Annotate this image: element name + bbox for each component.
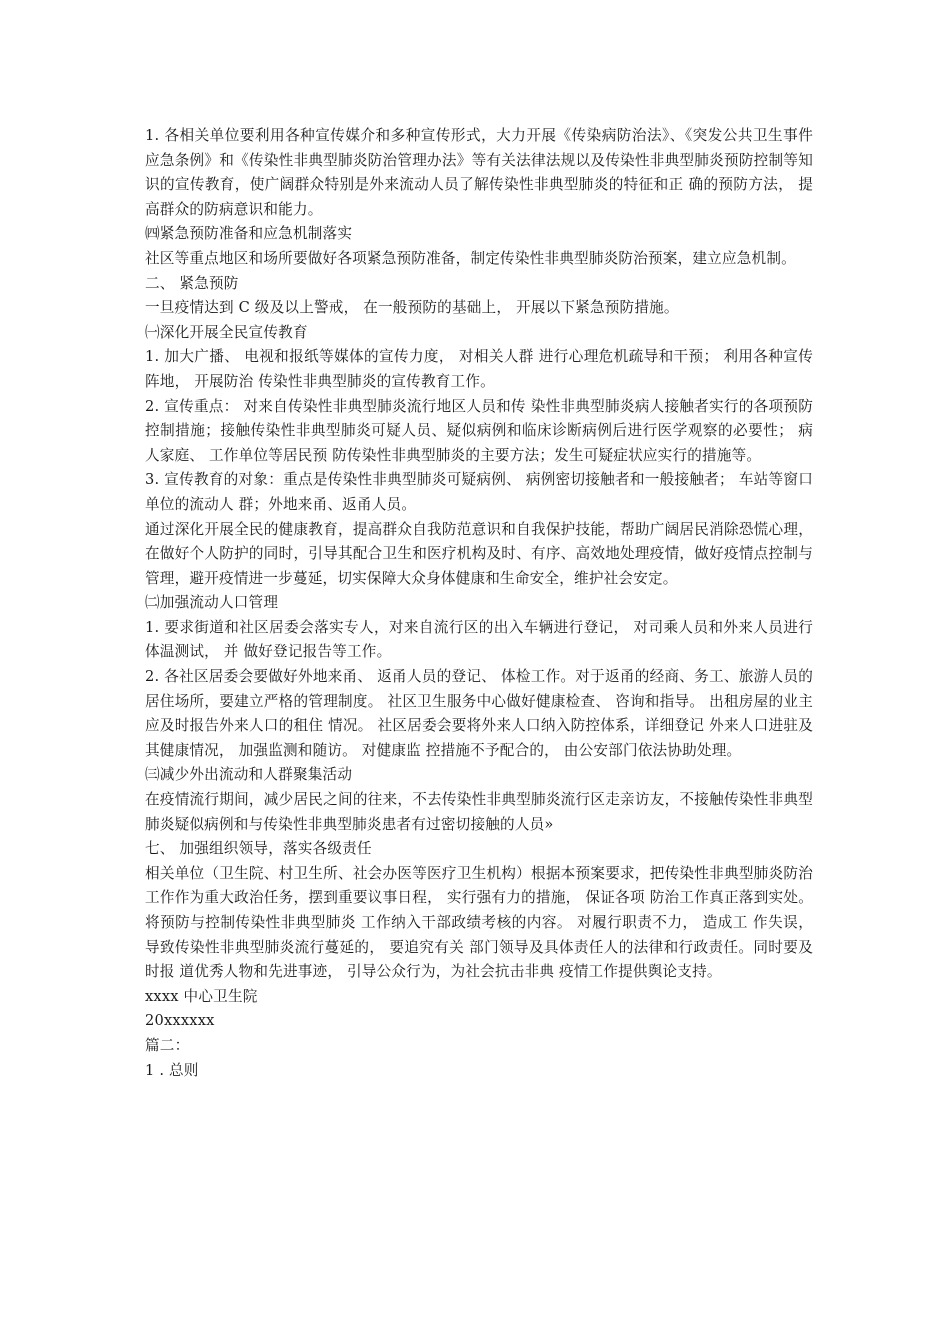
heading-emergency-preparation: ㈣紧急预防准备和应急机制落实 bbox=[145, 225, 353, 243]
paragraph-community-preparation: 社区等重点地区和场所要做好各项紧急预防准备，制定传染性非典型肺炎防治预案，建立应急机制。 bbox=[145, 249, 796, 267]
heading-leadership: 七、 加强组织领导，落实各级责任 bbox=[145, 840, 372, 858]
section-label-part-two: 篇二： bbox=[145, 1036, 190, 1054]
heading-reduce-gatherings: ㈢减少外出流动和人群聚集活动 bbox=[145, 766, 353, 784]
paragraph-responsibility: 相关单位（卫生院、村卫生所、社会办医等医疗卫生机构）根据本预案要求，把传染性非典型肺炎防治工作作为重大政治任务，摆到重要议事日程， 实行强有力的措施， 保证各项 防治工作真正落到实处。 将预防与控制传染性非典型肺炎 工作纳入干部政绩考核的内容。 对履行职责不力， 造成工 作失误， 导致传染性非典型肺炎流行蔓延的， 要追究有关 部门领导及具体责任人的法律和行政责任。同时要及时报 道优秀人物和先进事迹， 引导公众行为，为社会抗击非典 疫情工作提供舆论支持。 bbox=[145, 864, 813, 981]
paragraph-publicity-focus: 2. 宣传重点： 对来自传染性非典型肺炎流行地区人员和传 染性非典型肺炎病人接触者实行的各项预防控制措施；接触传染性非典型肺炎可疑人员、疑似病例和临床诊断病例后进行医学观察的必要性； 病人家庭、 工作单位等居民预 防传染性非典型肺炎的主要方法；发生可疑症状应实行的措施等。 bbox=[145, 397, 813, 464]
heading-general-provisions: 1 . 总则 bbox=[145, 1061, 199, 1079]
signature-date: 20xxxxxx bbox=[145, 1012, 215, 1030]
paragraph-education-targets: 3. 宣传教育的对象：重点是传染性非典型肺炎可疑病例、 病例密切接触者和一般接触者； 车站等窗口单位的流动人 群；外地来甬、返甬人员。 bbox=[145, 471, 813, 513]
document-body bbox=[145, 124, 813, 1083]
signature-organization: xxxx 中心卫生院 bbox=[145, 987, 258, 1005]
paragraph-reduce-contact: 在疫情流行期间，减少居民之间的往来，不去传染性非典型肺炎流行区走亲访友，不接触传染性非典型肺炎疑似病例和与传染性非典型肺炎患者有过密切接触的人员» bbox=[145, 791, 813, 833]
paragraph-alert-level: 一旦疫情达到 C 级及以上警戒， 在一般预防的基础上， 开展以下紧急预防措施。 bbox=[145, 299, 679, 317]
heading-public-education: ㈠深化开展全民宣传教育 bbox=[145, 323, 308, 341]
paragraph-health-education: 通过深化开展全民的健康教育，提高群众自我防范意识和自我保护技能，帮助广阔居民消除恐慌心理，在做好个人防护的同时，引导其配合卫生和医疗机构及时、有序、高效地处理疫情，做好疫情点控制与管理，避开疫情进一步蔓延，切实保障大众身体健康和生命安全，维护社会安定。 bbox=[145, 520, 813, 587]
heading-emergency-prevention: 二、 紧急预防 bbox=[145, 274, 239, 292]
paragraph-publicity-media: 1. 各相关单位要利用各种宣传媒介和多种宣传形式，大力开展《传染病防治法》、《突发公共卫生事件应急条例》和《传染性非典型肺炎防治管理办法》等有关法律法规以及传染性非典型肺炎预防控制等知识的宣传教育，使广阔群众特别是外来流动人员了解传染性非典型肺炎的特征和正 确的预防方法， 提高群众的防病意识和能力。 bbox=[145, 127, 813, 218]
heading-floating-population: ㈡加强流动人口管理 bbox=[145, 594, 279, 612]
paragraph-community-registration: 2. 各社区居委会要做好外地来甬、 返甬人员的登记、 体检工作。对于返甬的经商、务工、旅游人员的居住场所，要建立严格的管理制度。 社区卫生服务中心做好健康检查、 咨询和指导。 出租房屋的业主应及时报告外来人口的租住 情况。 社区居委会要将外来人口纳入防控体系，详细登记 外来人口进驻及其健康情况， 加强监测和随访。 对健康监 控措施不予配合的， 由公安部门依法协助处理。 bbox=[145, 668, 813, 759]
paragraph-media-publicity: 1. 加大广播、 电视和报纸等媒体的宣传力度， 对相关人群 进行心理危机疏导和干预； 利用各种宣传阵地， 开展防治 传染性非典型肺炎的宣传教育工作。 bbox=[145, 348, 813, 390]
paragraph-vehicle-registration: 1. 要求街道和社区居委会落实专人，对来自流行区的出入车辆进行登记， 对司乘人员和外来人员进行体温测试， 并 做好登记报告等工作。 bbox=[145, 618, 813, 661]
